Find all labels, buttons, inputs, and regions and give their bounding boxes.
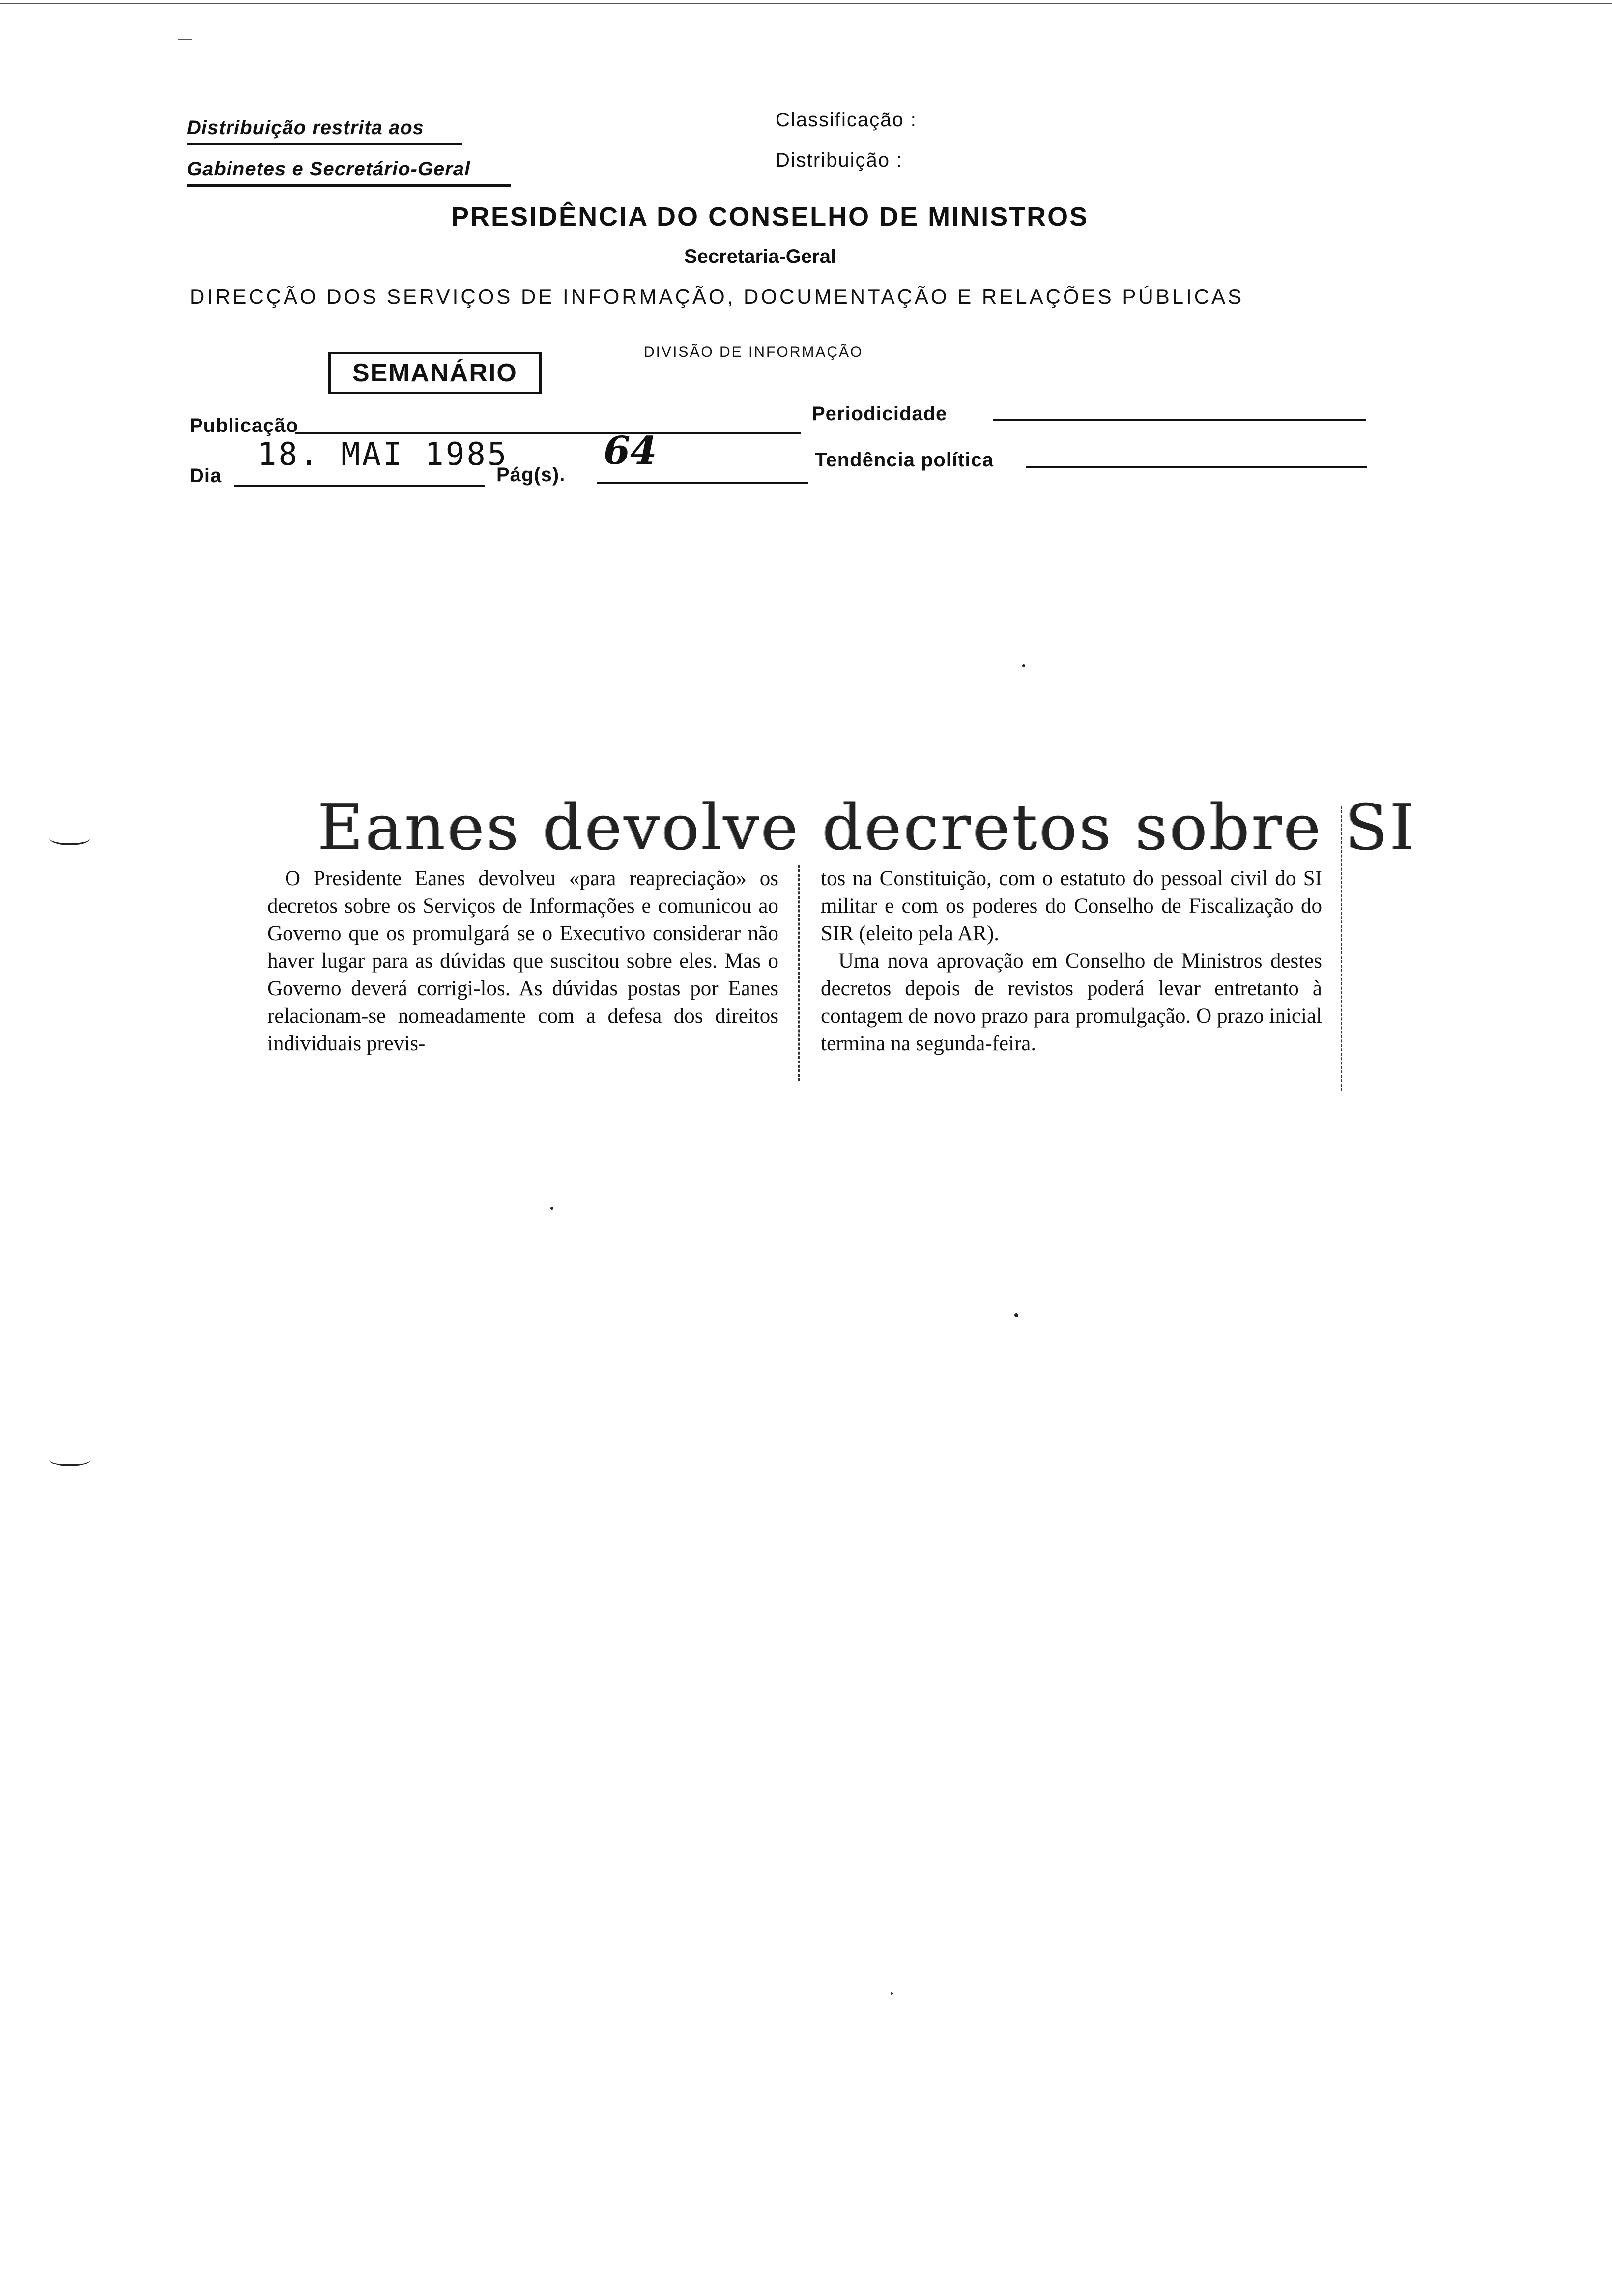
- secretariat-title: Secretaria-Geral: [684, 246, 836, 267]
- publication-field: [295, 432, 801, 434]
- clipping-right-edge: [1341, 806, 1342, 1091]
- day-label: Dia: [190, 465, 222, 487]
- scan-speck: [1014, 1313, 1018, 1317]
- article-column-2: [821, 865, 1322, 1058]
- pages-field: [597, 482, 808, 484]
- date-stamp: 18. MAI 1985: [258, 436, 509, 473]
- article-paragraph: O Presidente Eanes devolveu «para reapreciação» os decretos sobre os Serviços de Informações e comunicou ao Governo que os promulgará se o Executivo considerar não haver lugar para as dúvidas que suscitou sobre eles. Mas o Governo deverá corrigi-los. As dúvidas postas por Eanes relacionam-se nomeadamente com a defesa dos direitos individuais previs-: [267, 867, 778, 1055]
- publication-stamp: SEMANÁRIO: [328, 352, 542, 394]
- scan-mark: [178, 39, 192, 40]
- article-paragraph: tos na Constituição, com o estatuto do pessoal civil do SI militar e com os poderes do Conselho de Fiscalização do SIR (eleito pela AR).: [821, 867, 1322, 945]
- column-divider: [798, 865, 800, 1081]
- day-field: [234, 485, 485, 487]
- periodicity-field: [993, 419, 1366, 421]
- political-tendency-label: Tendência política: [815, 449, 994, 471]
- article-paragraph: Uma nova aprovação em Conselho de Ministros destes decretos depois de revistos poderá levar entretanto à contagem de novo prazo para promulgação. O prazo inicial termina na segunda-feira.: [821, 949, 1322, 1055]
- publication-label: Publicação: [190, 415, 299, 436]
- binder-hole-mark: [49, 832, 90, 845]
- scan-speck: [1022, 664, 1025, 667]
- division-title: DIVISÃO DE INFORMAÇÃO: [644, 344, 864, 360]
- pages-label: Pág(s).: [496, 464, 566, 486]
- distribution-label: Distribuição :: [776, 149, 903, 171]
- article-headline: Eanes devolve decretos sobre SI: [317, 791, 1417, 864]
- scan-speck: [550, 1207, 553, 1210]
- classification-label: Classificação :: [776, 109, 917, 131]
- directorate-title: DIRECÇÃO DOS SERVIÇOS DE INFORMAÇÃO, DOCUMENTAÇÃO E RELAÇÕES PÚBLICAS: [190, 285, 1244, 308]
- presidency-title: PRESIDÊNCIA DO CONSELHO DE MINISTROS: [451, 202, 1089, 231]
- scan-speck: [891, 1992, 893, 1995]
- restricted-distribution-line1: Distribuição restrita aos: [187, 117, 462, 145]
- scan-top-edge: [0, 3, 1612, 4]
- periodicity-label: Periodicidade: [812, 403, 948, 425]
- binder-hole-mark: [49, 1453, 90, 1466]
- political-tendency-field: [1026, 466, 1367, 468]
- article-column-1: [267, 865, 778, 1058]
- restricted-distribution-line2: Gabinetes e Secretário-Geral: [187, 158, 511, 187]
- pages-handwritten: 64: [604, 429, 657, 473]
